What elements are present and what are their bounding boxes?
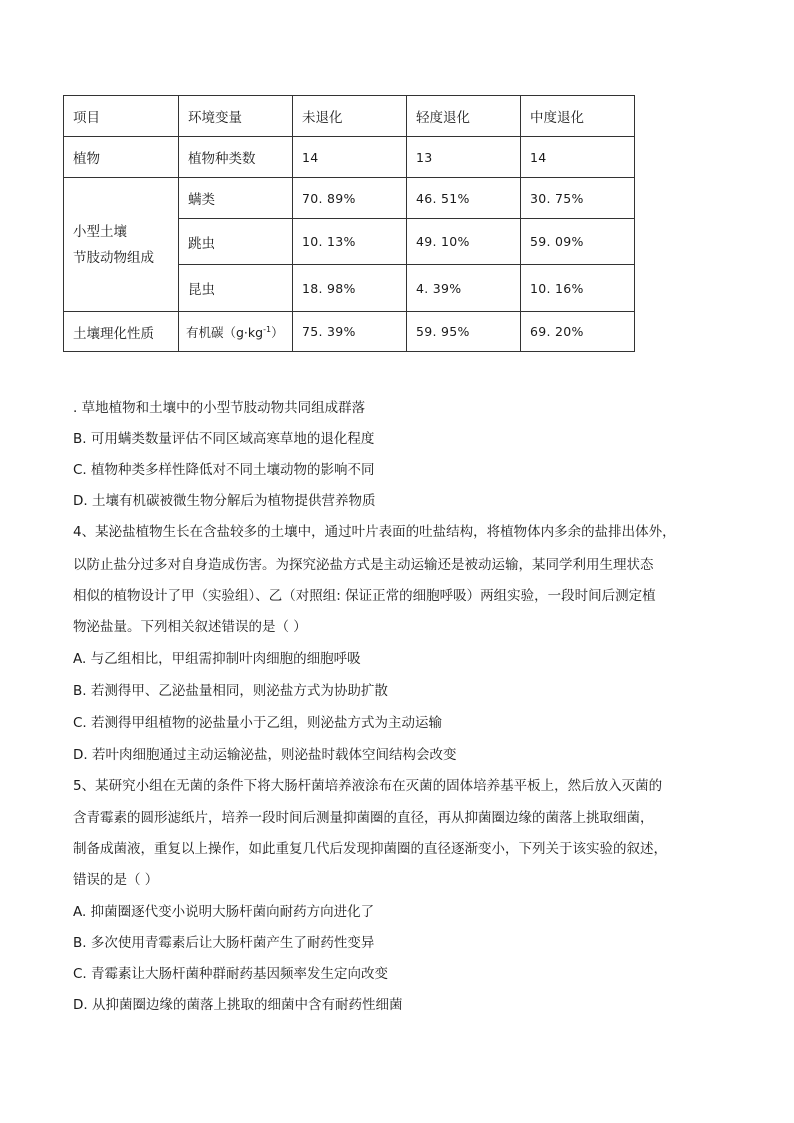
unit-superscript: -1 [263,324,272,334]
header-cell: 未退化 [293,96,407,137]
question-5-line: 制备成菌液，重复以上操作，如此重复几代后发现抑菌圈的直径逐渐变小，下列关于该实验的叙述， [73,841,667,857]
table-row [64,178,635,219]
question-4-line: 物泌盐量。下列相关叙述错误的是（ ） [73,619,307,635]
option-c: C. 植物种类多样性降低对不同土壤动物的影响不同 [73,462,375,478]
header-cell: 中度退化 [521,96,635,137]
table-cell: 75. 39% [293,312,407,352]
option-d: D. 若叶肉细胞通过主动运输泌盐，则泌盐时载体空间结构会改变 [73,747,457,763]
table-row [64,137,635,178]
table-cell: 土壤理化性质 [64,312,179,352]
question-4-line: 4、某泌盐植物生长在含盐较多的土壤中，通过叶片表面的吐盐结构，将植物体内多余的盐排出体外， [73,524,676,540]
table-cell: 49. 10% [407,219,521,265]
header-cell: 轻度退化 [407,96,521,137]
table-cell: 46. 51% [407,178,521,219]
option-d: D. 从抑菌圈边缘的菌落上挑取的细菌中含有耐药性细菌 [73,997,403,1013]
table-cell: 30. 75% [521,178,635,219]
question-5-line: 错误的是（ ） [73,872,159,888]
table-cell: 10. 16% [521,265,635,312]
table-cell: 13 [407,137,521,178]
option-c: C. 若测得甲组植物的泌盐量小于乙组，则泌盐方式为主动运输 [73,715,443,731]
table-cell: 4. 39% [407,265,521,312]
table-cell: 跳虫 [179,219,293,265]
table-cell: 螨类 [179,178,293,219]
question-4-line: 相似的植物设计了甲（实验组）、乙（对照组: 保证正常的细胞呼吸）两组实验，一段时间后测定植 [73,588,656,604]
table-cell: 14 [293,137,407,178]
option-c: C. 青霉素让大肠杆菌种群耐药基因频率发生定向改变 [73,966,389,982]
table-cell: 植物种类数 [179,137,293,178]
table-cell: 昆虫 [179,265,293,312]
option-b: B. 可用螨类数量评估不同区域高寒草地的退化程度 [73,431,375,447]
table-cell: 59. 09% [521,219,635,265]
question-5-line: 含青霉素的圆形滤纸片，培养一段时间后测量抑菌圈的直径，再从抑菌圈边缘的菌落上挑取细菌， [73,810,654,826]
option-a: . 草地植物和土壤中的小型节肢动物共同组成群落 [73,400,366,416]
option-a: A. 与乙组相比，甲组需抑制叶肉细胞的细胞呼吸 [73,651,361,667]
option-b: B. 若测得甲、乙泌盐量相同，则泌盐方式为协助扩散 [73,683,388,699]
table-cell: 59. 95% [407,312,521,352]
table-cell [179,312,293,352]
option-d: D. 土壤有机碳被微生物分解后为植物提供营养物质 [73,493,376,509]
unit-text-end: ） [271,324,284,340]
group-label-cell [64,178,179,312]
table-cell: 18. 98% [293,265,407,312]
group-label-line: 小型土壤 [73,223,127,240]
table-row [64,312,635,352]
group-label-line: 节肢动物组成 [73,249,154,266]
data-table [63,95,635,352]
question-4-line: 以防止盐分过多对自身造成伤害。为探究泌盐方式是主动运输还是被动运输，某同学利用生理状态 [73,557,654,573]
option-b: B. 多次使用青霉素后让大肠杆菌产生了耐药性变异 [73,935,375,951]
unit-text: 有机碳（g·kg [186,324,264,340]
table-header-row [64,96,635,137]
header-cell: 环境变量 [179,96,293,137]
header-cell: 项目 [64,96,179,137]
table-cell: 14 [521,137,635,178]
table-cell: 69. 20% [521,312,635,352]
option-a: A. 抑菌圈逐代变小说明大肠杆菌向耐药方向进化了 [73,904,375,920]
question-5-line: 5、某研究小组在无菌的条件下将大肠杆菌培养液涂布在灭菌的固体培养基平板上，然后放入灭菌的 [73,778,663,794]
table-cell: 70. 89% [293,178,407,219]
table-cell: 植物 [64,137,179,178]
table-cell: 10. 13% [293,219,407,265]
